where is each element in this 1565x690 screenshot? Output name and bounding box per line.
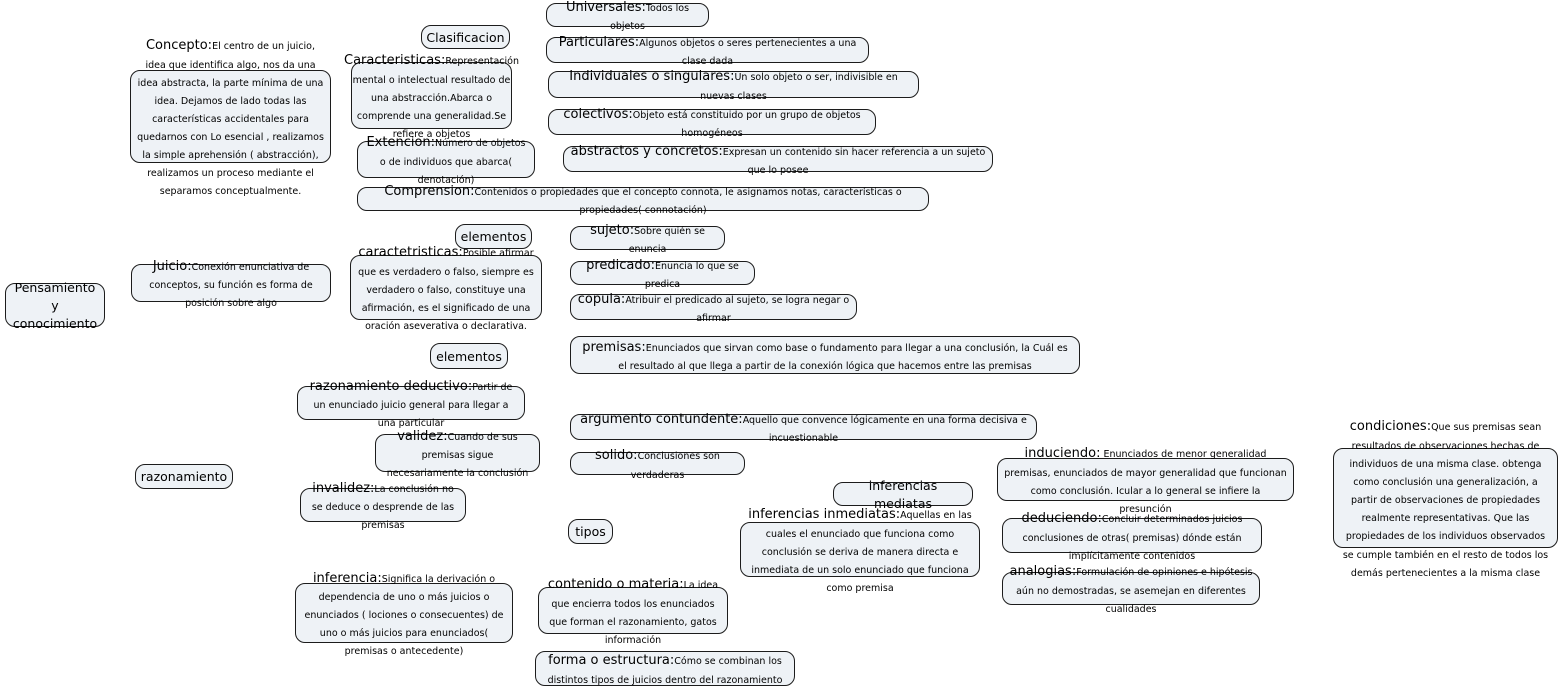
node-title: Universales:	[565, 0, 646, 15]
node-title: elementos	[460, 229, 527, 245]
node-caractetristicas[interactable]	[350, 245, 542, 332]
node-description: Que sus premisas sean resultados de observaciones hechas de individuos de una misma clase. obtenga como conclusión una generalización, a partir de observaciones de propiedades realmente representativas. Que las propiedades de los individuos observados se cumple también en el resto de todos los demás pertenecientes a la misma clase	[1342, 422, 1549, 579]
node-text	[555, 104, 869, 141]
node-title: colectivos:	[563, 106, 633, 122]
node-title: analogias:	[1009, 564, 1077, 580]
node-description: Aquello que convence lógicamente en una forma decisiva e incuestionable	[742, 414, 1027, 445]
node-concepto[interactable]	[130, 37, 331, 198]
node-text	[357, 242, 535, 333]
node-text	[307, 478, 459, 533]
node-description: Cómo se combinan los distintos tipos de juicios dentro del razonamiento	[547, 656, 783, 686]
node-forma-o-estructura[interactable]	[535, 651, 795, 686]
node-title: predicado:	[586, 257, 655, 273]
node-title: condiciones:	[1349, 419, 1432, 435]
node-title: Individuales o singulares:	[569, 69, 735, 85]
node-validez[interactable]	[375, 428, 540, 480]
node-text	[570, 141, 986, 178]
node-description: La idea que encierra todos los enunciados que forman el razonamiento, gatos información	[549, 580, 719, 646]
node-text	[747, 504, 973, 595]
node-comprension[interactable]	[357, 183, 929, 217]
node-sujeto[interactable]	[570, 222, 725, 256]
node-title: abstractos y concretos:	[570, 143, 723, 159]
node-description: Representación mental o intelectual resultado de una abstracción.Abarca o comprende una generalidad.Se refiere a objetos	[352, 56, 519, 140]
node-title: Concepto:	[145, 37, 213, 53]
node-description: Enuncia lo que se predica	[644, 260, 739, 291]
node-extencion[interactable]	[357, 135, 535, 186]
node-description: Un solo objeto o ser, indivisible en nuevas clases	[700, 72, 898, 102]
node-description: Objeto está constituido por un grupo de objetos homogéneos	[632, 109, 861, 140]
node-text	[382, 426, 533, 481]
node-text	[1340, 416, 1551, 579]
node-description: Enunciados que sirvan como base o fundamento para llegar a una conclusión, la Cuál es el resultado al que llega a partir de la conexión lógica que hacemos entre las premisas	[618, 342, 1068, 373]
node-title: validez:	[397, 428, 448, 444]
node-title: Extencion:	[366, 135, 436, 151]
node-individuales-o-singulares[interactable]	[548, 69, 919, 102]
node-title: Pensamiento y conocimiento	[12, 279, 98, 332]
node-description: Todos los objetos	[610, 2, 690, 33]
node-title: razonamiento	[140, 469, 228, 485]
node-description: Concluir determinados juicios conclusiones de otras( premisas) dónde están implícitamente contenidos	[1022, 514, 1243, 562]
node-solido[interactable]	[570, 448, 745, 481]
node-text	[577, 445, 738, 482]
node-description: La conclusión no se deduce o desprende de las premisas	[311, 483, 455, 532]
node-text	[577, 409, 1030, 446]
node-description: Partir de un enunciado juicio general para llegar a una particular	[313, 381, 513, 430]
node-text	[553, 0, 702, 33]
node-text	[1009, 561, 1253, 616]
node-induciendo[interactable]	[997, 446, 1294, 515]
node-argumento-contundente[interactable]	[570, 411, 1037, 445]
node-contenido-o-materia[interactable]	[538, 577, 728, 646]
node-inferencia[interactable]	[295, 570, 513, 658]
node-description: Algunos objetos o seres pertenecientes a una clase dada	[639, 37, 857, 68]
node-text	[545, 574, 721, 647]
node-title: argumento contundente:	[580, 411, 743, 427]
node-deduciendo[interactable]	[1002, 511, 1262, 562]
node-description: Sobre quién se enuncia	[628, 225, 705, 256]
node-inferencias-mediatas[interactable]	[833, 477, 973, 511]
node-title: Clasificacion	[426, 29, 505, 45]
node-text	[436, 347, 502, 365]
node-text	[364, 132, 528, 187]
node-copula[interactable]	[570, 291, 857, 325]
node-title: contenido o materia:	[547, 577, 684, 593]
node-title: inferencias inmediatas:	[748, 507, 901, 522]
node-text	[137, 35, 324, 198]
node-title: tipos	[575, 524, 606, 540]
node-description: Expresan un contenido sin hacer referencia a un sujeto que lo posee	[722, 146, 986, 177]
node-description: Contenidos o propiedades que el concepto connota, le asignamos notas, características o propiedades( connotación)	[474, 186, 902, 217]
node-condiciones[interactable]	[1333, 419, 1558, 579]
node-description: Aquellas en las cuales el enunciado que funciona como conclusión se deriva de manera directa e inmediata de un solo enunciado que funciona como premisa	[751, 510, 972, 594]
node-title: elementos	[436, 348, 502, 364]
node-description: Atribuir el predicado al sujeto, se logra negar o afirmar	[625, 294, 850, 325]
node-text	[553, 32, 862, 69]
node-title: solido:	[595, 448, 638, 464]
node-title: caractetristicas:	[358, 245, 463, 260]
node-title: deduciendo:	[1021, 511, 1102, 527]
node-juicio[interactable]	[131, 258, 331, 310]
node-text	[302, 568, 506, 659]
node-description: Conclusiones son verdaderas	[630, 451, 720, 481]
node-inferencias-inmediatas[interactable]	[740, 507, 980, 594]
node-title: inferencias mediatas	[868, 477, 938, 511]
node-tipos[interactable]	[568, 519, 613, 544]
node-description: Enunciados de menor generalidad premisas, enunciados de mayor generalidad que funcionan como conclusión. Icular a lo general se infiere la presunción	[1004, 449, 1287, 515]
node-analogias[interactable]	[1002, 564, 1260, 615]
node-pensamiento-y-conocimiento[interactable]	[5, 279, 105, 332]
node-abstractos-y-concretos[interactable]	[563, 143, 993, 177]
node-elementos-razonamiento[interactable]	[430, 343, 508, 369]
node-particulares[interactable]	[546, 34, 869, 68]
node-title: Juicio:	[152, 258, 192, 274]
node-text	[344, 50, 519, 141]
node-universales[interactable]	[546, 0, 709, 33]
node-title: induciendo:	[1024, 446, 1101, 462]
node-title: inferencia:	[312, 570, 382, 586]
node-title: forma o estructura:	[548, 653, 675, 669]
node-title: razonamiento deductivo:	[309, 378, 473, 394]
node-text	[141, 467, 227, 485]
node-title: copula:	[577, 291, 626, 307]
node-text	[304, 376, 518, 431]
node-title: premisas:	[582, 339, 646, 355]
node-title: invalidez:	[312, 480, 375, 496]
node-text	[364, 181, 922, 218]
node-text	[555, 66, 912, 103]
node-text	[138, 256, 324, 311]
node-text	[426, 28, 504, 46]
node-description: Posible afirmar que es verdadero o falso, siempre es verdadero o falso, constituye una afirmación, es el significado de una oración aseverativa o declarativa.	[358, 248, 534, 332]
node-text	[577, 289, 850, 326]
node-razonamiento-deductivo[interactable]	[297, 378, 525, 430]
node-description: Significa la derivación o dependencia de uno o más juicios o enunciados ( lociones o consecuentes) de uno o más juicios para enunciados( premisas o antecedente)	[304, 573, 504, 658]
node-predicado[interactable]	[570, 257, 755, 291]
node-title: Comprension:	[384, 183, 475, 199]
node-text	[1004, 443, 1287, 516]
node-razonamiento[interactable]	[135, 464, 233, 489]
node-invalidez[interactable]	[300, 480, 466, 532]
node-text	[577, 255, 748, 292]
node-title: sujeto:	[590, 222, 635, 238]
node-text	[577, 337, 1073, 374]
node-description: Número de objetos o de individuos que abarca( denotación)	[379, 138, 526, 186]
node-colectivos[interactable]	[548, 106, 876, 140]
node-description: Formulación de opiniones e hipótesis aún no demostradas, se asemejan en diferentes cualidades	[1016, 567, 1253, 615]
node-text	[575, 522, 605, 540]
node-text	[1009, 508, 1255, 563]
node-caracteristicas[interactable]	[344, 53, 519, 140]
node-description: El centro de un juicio, idea que identifica algo, nos da una idea abstracta, la parte mínima de una idea. Dejamos de lado todas las características accidentales para quedarnos con Lo esencial , realizamos la simple aprehensión ( abstracción), realizamos un proceso mediante el separamos conceptualmente.	[137, 40, 324, 198]
node-title: Caracteristicas:	[344, 53, 446, 68]
node-clasificacion[interactable]	[421, 25, 510, 49]
node-text	[12, 278, 98, 332]
node-premisas[interactable]	[570, 336, 1080, 374]
node-description: Conexión enunciativa de conceptos, su función es forma de posición sobre algo	[149, 261, 313, 310]
node-text	[542, 650, 788, 687]
node-title: Particulares:	[558, 34, 640, 50]
node-description: Cuando de sus premisas sigue necesariamente la conclusión	[386, 431, 529, 480]
node-text	[577, 220, 718, 257]
